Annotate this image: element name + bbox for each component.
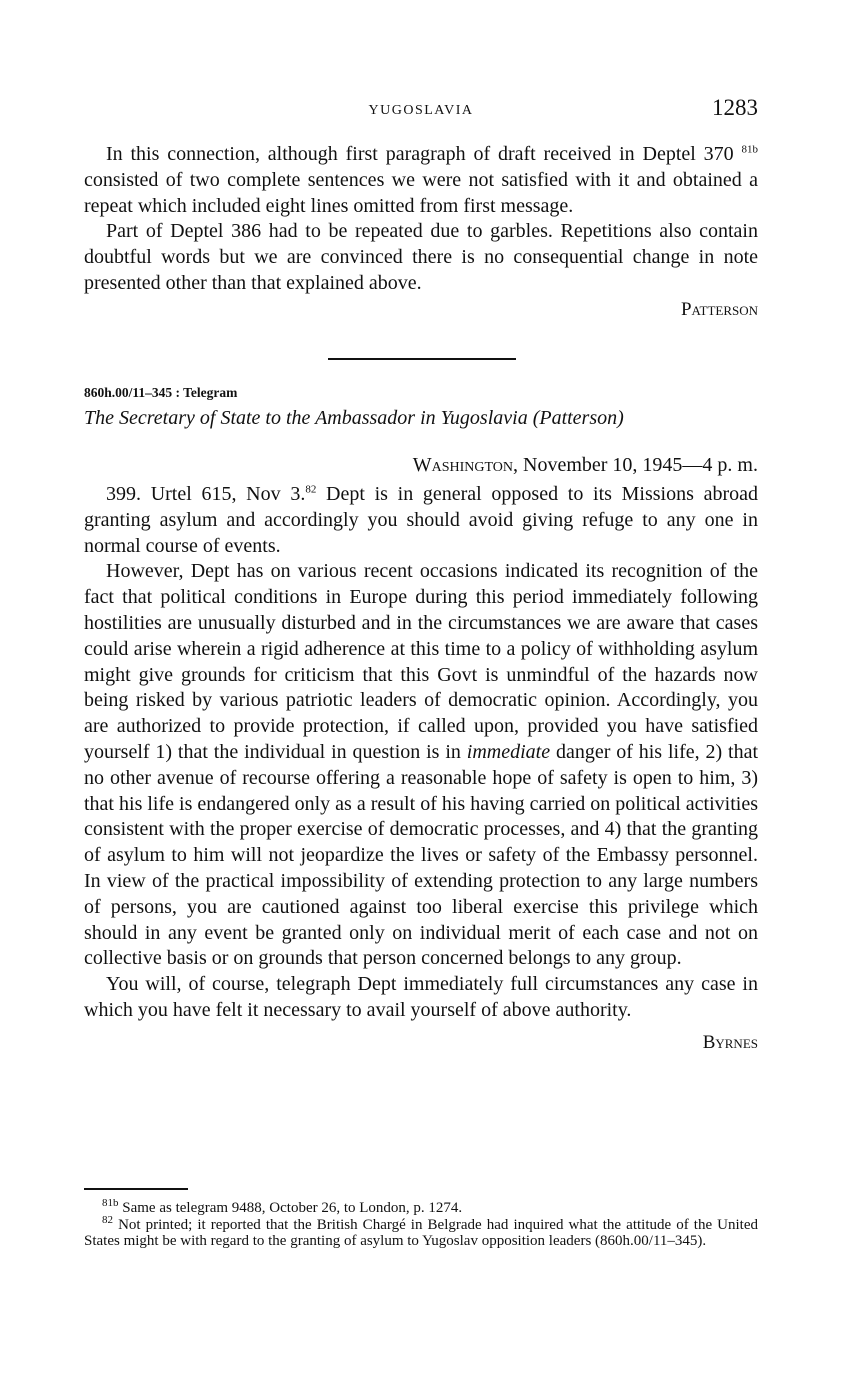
footnote <box>84 1197 758 1217</box>
emphasis: immediate <box>466 740 551 763</box>
paragraph: Part of Deptel 386 had to be repeated due to garbles. Repetitions also contain doubtful words but we are convinced there is no consequential change in note presented other than that explained above. <box>84 220 758 294</box>
dateline-place: Washington, <box>412 454 519 476</box>
paragraph-text: Dept is in general opposed to its Missions abroad granting asylum and accordingly you should avoid giving refuge to any one in normal course of events. <box>84 483 758 557</box>
running-head: YUGOSLAVIA <box>368 103 474 118</box>
paragraph-text: consisted of two complete sentences we were not satisfied with it and obtained a repeat which included eight lines omitted from first message. <box>84 168 758 217</box>
signature: Patterson <box>680 298 758 320</box>
footnote-text: Same as telegram 9488, October 26, to London, p. 1274. <box>118 1200 463 1216</box>
page-header <box>84 95 758 125</box>
page-number: 1283 <box>712 95 758 120</box>
document-page <box>84 0 758 1379</box>
footnotes <box>84 1197 758 1250</box>
paragraph-text: However, Dept has on various recent occasions indicated its recognition of the fact that political conditions in Europe during this period immediately following hostilities are unusually disturbed and in the circumstances we are aware that cases could arise wherein a rigid adherence at this time to a policy of withholding asylum might give grounds for criticism that this Govt is unmindful of the hazards now being risked by various patriotic leaders of democratic opinion. Accordingly, you are authorized to provide protection, if called upon, provided you have satisfied yourself 1) that the individual in question is in <box>84 560 758 763</box>
section-divider <box>328 358 516 360</box>
paragraph <box>84 559 758 972</box>
footnote <box>84 1213 758 1250</box>
footnote-mark: 81b <box>102 1197 119 1209</box>
footnote-ref: 81b <box>741 143 758 156</box>
paragraph <box>84 482 758 559</box>
dateline-date: November 10, 1945—4 p. m. <box>518 454 758 476</box>
telegram-body <box>84 482 758 1056</box>
dateline <box>413 454 758 477</box>
preceding-telegram-end <box>84 142 758 323</box>
signature: Byrnes <box>702 1031 758 1053</box>
footnote-text: Not printed; it reported that the British Chargé in Belgrade had inquired what the attitude of the United States might be with regard to the granting of asylum to Yugoslav opposition leaders (860h.00/11–345). <box>84 1216 758 1249</box>
document-file-id: 860h.00/11–345 : Telegram <box>84 385 238 400</box>
paragraph-text: In this connection, although first paragraph of draft received in Deptel 370 <box>106 143 742 165</box>
footnote-ref: 82 <box>305 483 317 496</box>
footnote-rule <box>84 1188 188 1190</box>
document-title: The Secretary of State to the Ambassador in Yugoslavia (Patterson) <box>84 407 624 429</box>
paragraph: You will, of course, telegraph Dept immediately full circumstances any case in which you have felt it necessary to avail yourself of above authority. <box>84 973 758 1021</box>
paragraph <box>84 142 758 219</box>
paragraph-text: 399. Urtel 615, Nov 3. <box>106 483 306 505</box>
paragraph-text: danger of his life, 2) that no other avenue of recourse offering a reasonable hope of safety is open to him, 3) that his life is endangered only as a result of his having carried on political activities consistent with the proper exercise of democratic processes, and 4) that the granting of asylum to him will not jeopardize the lives or safety of the Embassy personnel. In view of the practical impossibility of extending protection to any large numbers of persons, you are cautioned against too liberal exercise this privilege which should in any event be granted only on individual merit of each case and not on collective basis or on grounds that person concerned belongs to any group. <box>84 740 758 970</box>
footnote-mark: 82 <box>102 1213 113 1226</box>
